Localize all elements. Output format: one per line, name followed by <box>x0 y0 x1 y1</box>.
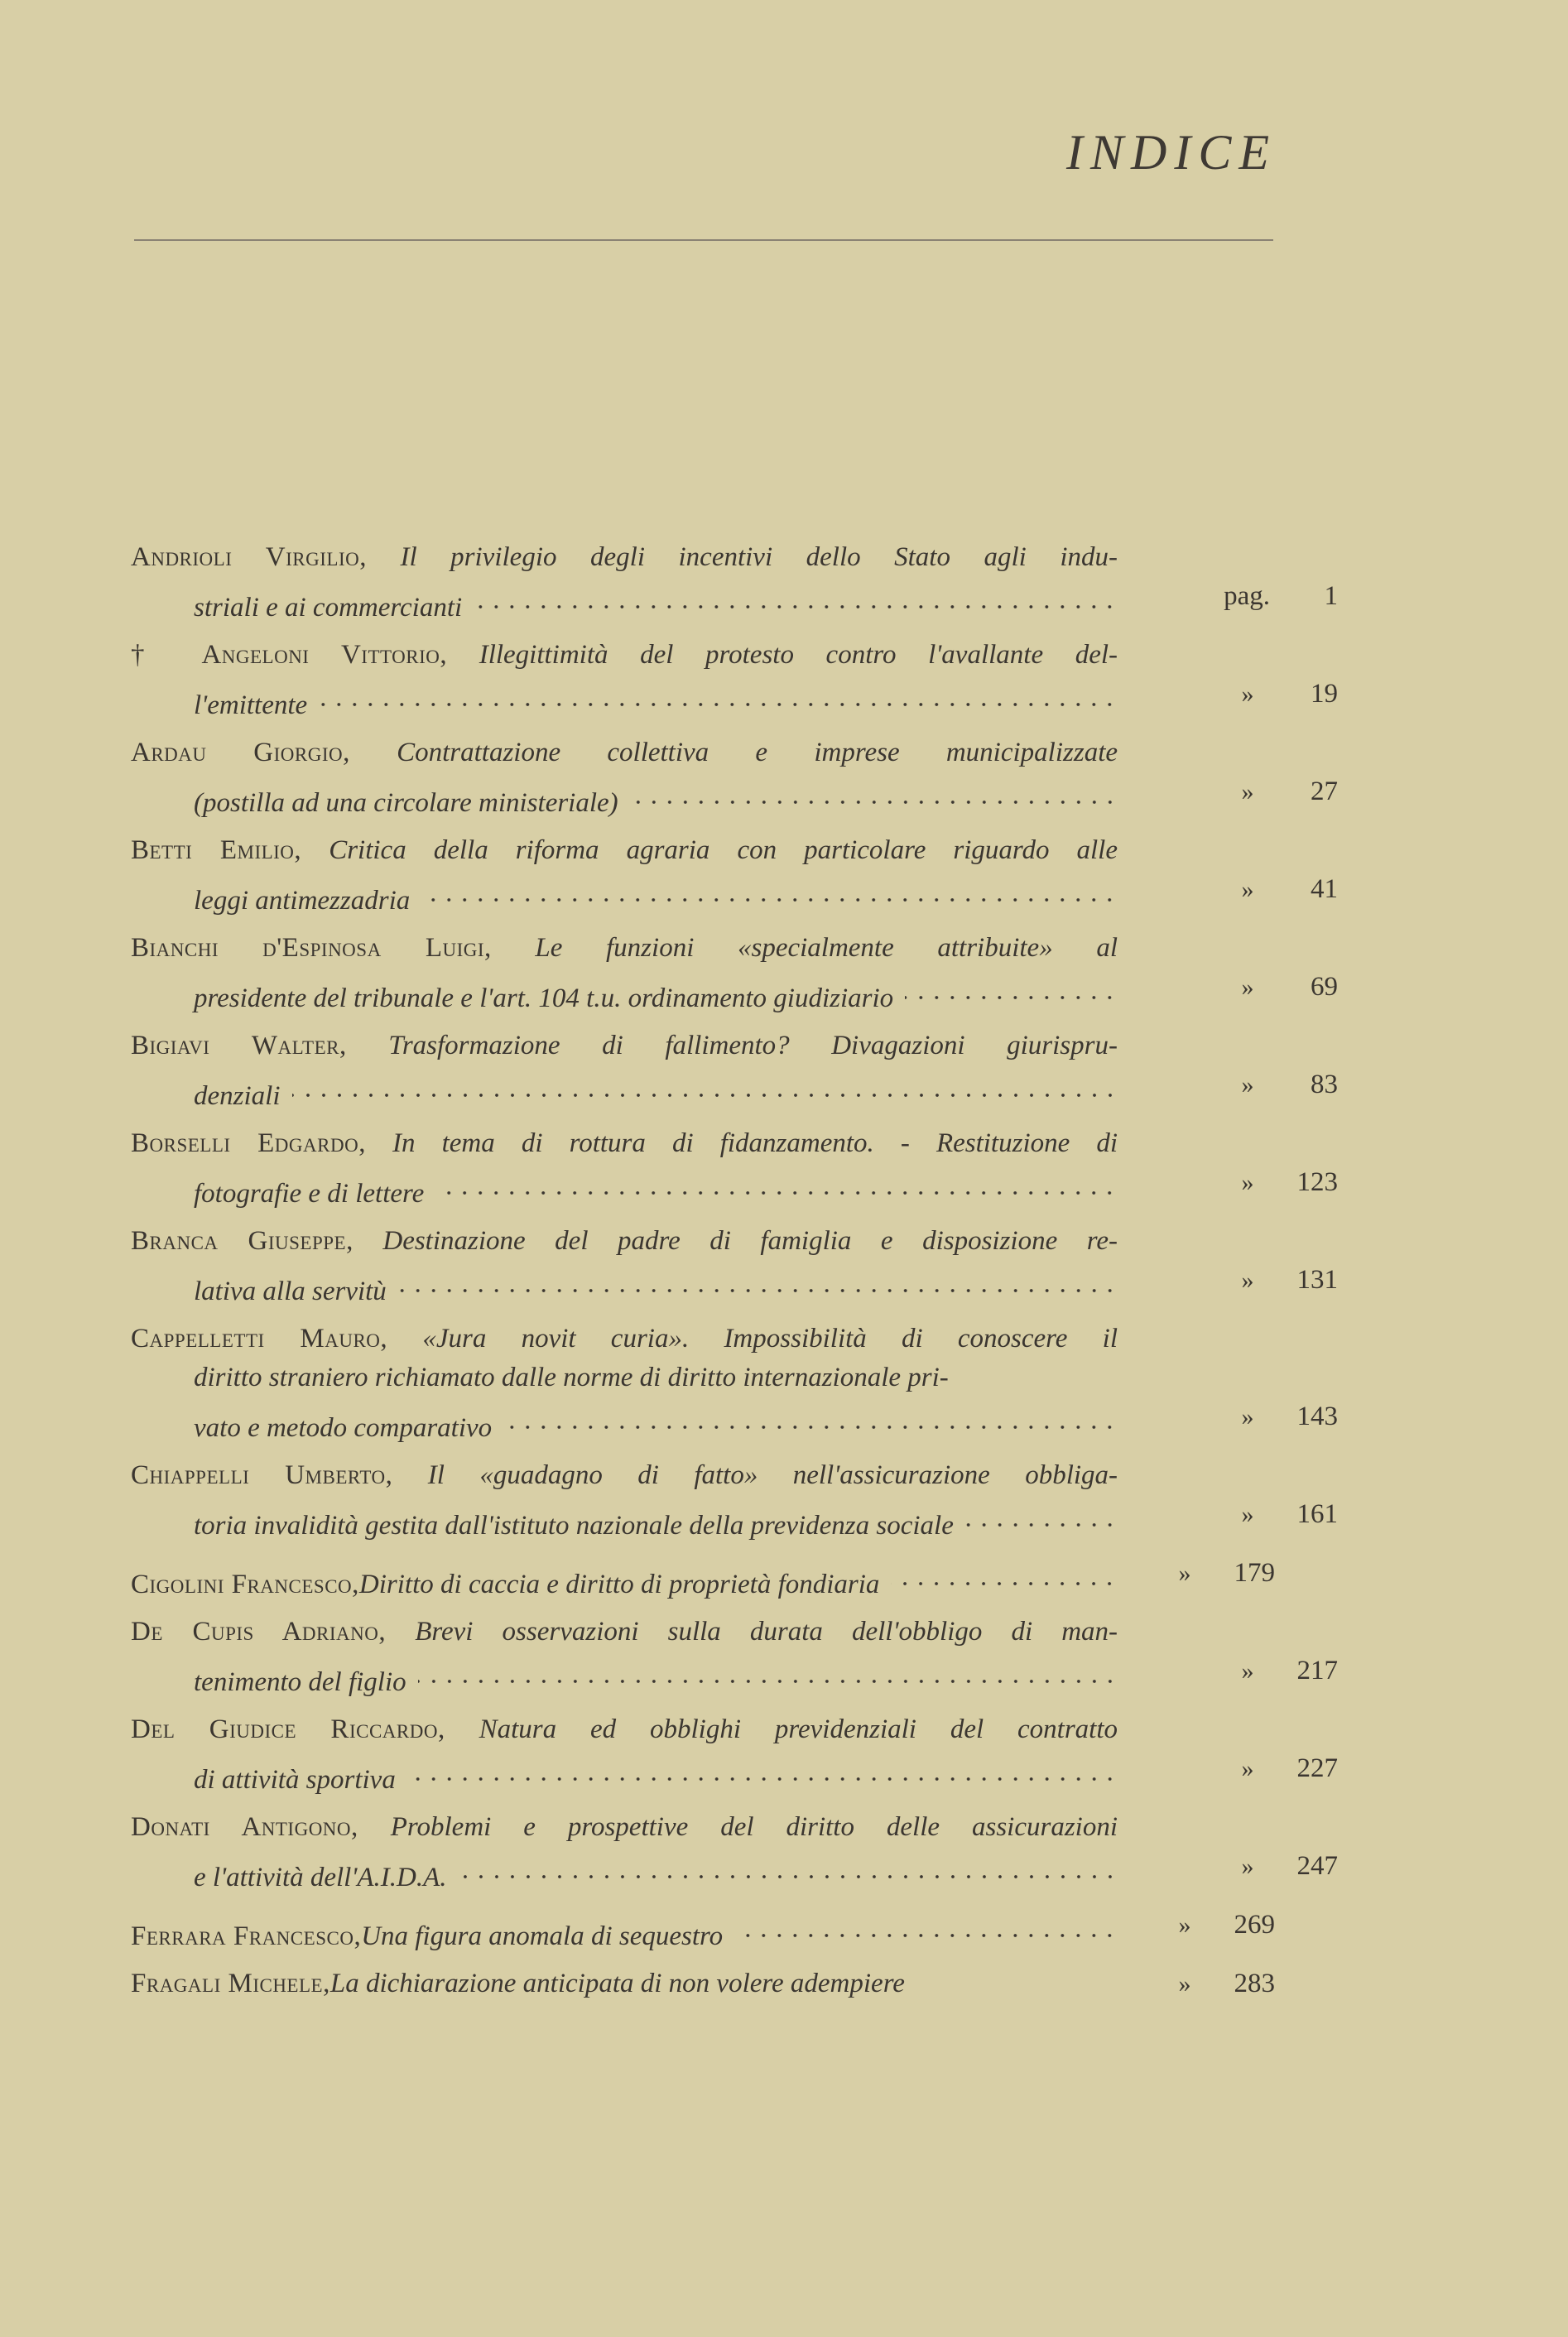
entry-line <box>194 870 1338 916</box>
toc-entry <box>131 1456 1338 1541</box>
entry-author: Betti Emilio, <box>131 835 302 865</box>
entry-line <box>131 1710 1118 1749</box>
entry-line <box>131 1906 1275 1951</box>
entry-title: Le funzioni «specialmente attribuite» al <box>535 933 1118 963</box>
entry-author: Ferrara Francesco, <box>131 1921 362 1951</box>
deceased-dagger: † <box>131 640 202 670</box>
entry-title: Il privilegio degli incentivi dello Stato agli indu- <box>400 542 1118 572</box>
entry-title: «Jura novit curia». Impossibilità di conoscere il <box>422 1324 1118 1354</box>
toc-entry <box>131 831 1338 916</box>
entry-title: Il «guadagno di fatto» nell'assicurazione obbliga- <box>427 1460 1118 1490</box>
entry-author: Branca Giuseppe, <box>131 1226 354 1256</box>
entry-title: toria invalidità gestita dall'istituto nazionale della previdenza sociale <box>194 1511 954 1541</box>
entry-title: presidente del tribunale e l'art. 104 t.u. ordinamento giudiziario <box>194 983 894 1013</box>
leader-dots <box>734 1906 1118 1945</box>
page-marker: » <box>1241 1169 1254 1196</box>
leader-dots <box>965 1495 1118 1534</box>
entry-title: leggi antimezzadria <box>194 886 411 916</box>
entry-title: tenimento del figlio <box>194 1667 406 1697</box>
page-marker: » <box>1178 1970 1191 1998</box>
toc-entry <box>131 733 1338 818</box>
leader-dots <box>319 675 1118 714</box>
page-marker: » <box>1241 974 1254 1001</box>
entry-author: Chiappelli Umberto, <box>131 1460 393 1490</box>
entry-line <box>194 1261 1338 1306</box>
entry-title: Contrattazione collettiva e imprese municipalizzate <box>397 738 1118 767</box>
page-marker: » <box>1241 778 1254 805</box>
entry-line <box>131 831 1118 870</box>
page-number: 161 <box>1296 1499 1338 1529</box>
page-number: 41 <box>1311 874 1338 904</box>
page-marker: » <box>1178 1911 1191 1939</box>
entry-line <box>194 1358 1118 1397</box>
entry-line <box>194 1397 1338 1443</box>
entry-title: Brevi osservazioni sulla durata dell'obbligo di man- <box>415 1617 1118 1647</box>
entry-author: Bianchi d'Espinosa Luigi, <box>131 933 492 963</box>
entry-line <box>194 577 1338 623</box>
entry-author: Cappelletti Mauro, <box>131 1324 388 1354</box>
title-rule <box>134 239 1273 241</box>
page-number: 123 <box>1296 1167 1338 1197</box>
entry-line <box>131 1964 1275 2003</box>
leader-dots <box>905 968 1118 1007</box>
entry-line <box>131 538 1118 577</box>
entry-title: In tema di rottura di fidanzamento. - Restituzione di <box>392 1128 1118 1158</box>
page-number: 131 <box>1296 1265 1338 1295</box>
page-marker: » <box>1241 876 1254 903</box>
entry-title: striali e ai commercianti <box>194 593 463 623</box>
toc-entry <box>131 636 1338 720</box>
entry-line <box>131 1320 1118 1358</box>
toc-entry <box>131 929 1338 1013</box>
entry-line <box>131 1554 1275 1599</box>
page-number: 269 <box>1234 1910 1275 1940</box>
toc-entry <box>131 538 1338 623</box>
page-number: 27 <box>1311 777 1338 806</box>
entry-title: e l'attività dell'A.I.D.A. <box>194 1863 447 1892</box>
entry-author: Andrioli Virgilio, <box>131 542 367 572</box>
leader-dots <box>474 577 1118 616</box>
entry-author: Del Giudice Riccardo, <box>131 1714 445 1744</box>
entry-title: denziali <box>194 1081 281 1111</box>
leader-dots <box>459 1847 1118 1886</box>
toc-entry <box>131 1124 1338 1209</box>
leader-dots <box>418 1652 1118 1690</box>
entry-title: Trasformazione di fallimento? Divagazioni giurispru- <box>388 1031 1118 1060</box>
toc-entry <box>131 1906 1275 1951</box>
entry-line <box>131 1613 1118 1652</box>
page-number: 83 <box>1311 1070 1338 1099</box>
page-number: 179 <box>1234 1558 1275 1588</box>
page-marker: » <box>1241 1755 1254 1782</box>
toc-entry <box>131 1613 1338 1697</box>
entry-title: Diritto di caccia e diritto di proprietà fondiaria <box>358 1570 880 1599</box>
page-number: 69 <box>1311 972 1338 1002</box>
toc-entry <box>131 1710 1338 1795</box>
entry-line <box>131 1124 1118 1163</box>
entry-title: diritto straniero richiamato dalle norme di diritto internazionale pri- <box>194 1363 949 1392</box>
leader-dots <box>891 1554 1118 1593</box>
page-marker: » <box>1241 1403 1254 1431</box>
leader-dots <box>292 1065 1118 1104</box>
page-number: 19 <box>1311 679 1338 709</box>
leader-dots <box>398 1261 1118 1300</box>
page-marker: » <box>1241 1267 1254 1294</box>
entry-title: lativa alla servitù <box>194 1277 387 1306</box>
page-marker: » <box>1241 1501 1254 1528</box>
entry-title: La dichiarazione anticipata di non volere adempiere <box>329 1969 905 1998</box>
entry-title: (postilla ad una circolare ministeriale) <box>194 788 618 818</box>
entry-title: l'emittente <box>194 690 308 720</box>
entry-line <box>194 1847 1338 1892</box>
entry-line <box>194 1749 1338 1795</box>
page-number: 143 <box>1296 1402 1338 1431</box>
page-number: 247 <box>1296 1851 1338 1881</box>
entry-title: vato e metodo comparativo <box>194 1413 493 1443</box>
entry-title: Natura ed obblighi previdenziali del contratto <box>479 1714 1118 1744</box>
entry-line <box>131 1808 1118 1847</box>
toc-entry <box>131 1222 1338 1306</box>
leader-dots <box>503 1397 1118 1436</box>
entry-line <box>194 1495 1338 1541</box>
entry-line <box>194 1065 1338 1111</box>
entry-title: Problemi e prospettive del diritto delle assicurazioni <box>390 1812 1118 1842</box>
leader-dots <box>407 1749 1118 1788</box>
entry-author: Borselli Edgardo, <box>131 1128 366 1158</box>
page-number: 1 <box>1324 581 1338 611</box>
page-number: 283 <box>1234 1969 1275 1998</box>
page-marker: » <box>1241 1657 1254 1685</box>
entry-author: Angeloni Vittorio, <box>201 640 448 670</box>
toc-entry <box>131 1554 1275 1599</box>
entry-line <box>131 929 1118 968</box>
entry-line <box>131 1222 1118 1261</box>
entry-author: Ardau Giorgio, <box>131 738 350 767</box>
page-marker: » <box>1178 1560 1191 1587</box>
entry-author: Cigolini Francesco, <box>131 1570 359 1599</box>
entry-author: Fragali Michele, <box>131 1969 330 1998</box>
entry-title: Una figura anomala di sequestro <box>361 1921 724 1951</box>
entry-title: di attività sportiva <box>194 1765 396 1795</box>
toc-entry <box>131 1027 1338 1111</box>
entry-line <box>194 968 1338 1013</box>
entry-line <box>194 675 1338 720</box>
toc-entry <box>131 1320 1338 1443</box>
page-marker: pag. <box>1224 581 1270 611</box>
page-number: 227 <box>1296 1753 1338 1783</box>
entry-line <box>194 1652 1338 1697</box>
leader-dots <box>435 1163 1118 1202</box>
entry-author: De Cupis Adriano, <box>131 1617 387 1647</box>
entry-title: fotografie e di lettere <box>194 1179 425 1209</box>
page-number: 217 <box>1296 1656 1338 1685</box>
entry-line <box>131 1027 1118 1065</box>
entry-line <box>194 772 1338 818</box>
entry-title: Illegittimità del protesto contro l'avallante del- <box>479 640 1118 670</box>
entry-line <box>131 733 1118 772</box>
entry-line <box>131 636 1118 675</box>
page-title: INDICE <box>1066 125 1277 180</box>
leader-dots <box>630 772 1118 811</box>
toc-entry <box>131 1964 1275 2003</box>
entry-author: Donati Antigono, <box>131 1812 358 1842</box>
entry-author: Bigiavi Walter, <box>131 1031 347 1060</box>
table-of-contents <box>131 538 1338 2023</box>
page-marker: » <box>1241 680 1254 708</box>
entry-line <box>131 1456 1118 1495</box>
entry-title: Critica della riforma agraria con particolare riguardo alle <box>329 835 1118 865</box>
entry-line <box>194 1163 1338 1209</box>
toc-entry <box>131 1808 1338 1892</box>
entry-title: Destinazione del padre di famiglia e disposizione re- <box>382 1226 1118 1256</box>
page-marker: » <box>1241 1853 1254 1880</box>
page-marker: » <box>1241 1071 1254 1099</box>
leader-dots <box>421 870 1118 909</box>
